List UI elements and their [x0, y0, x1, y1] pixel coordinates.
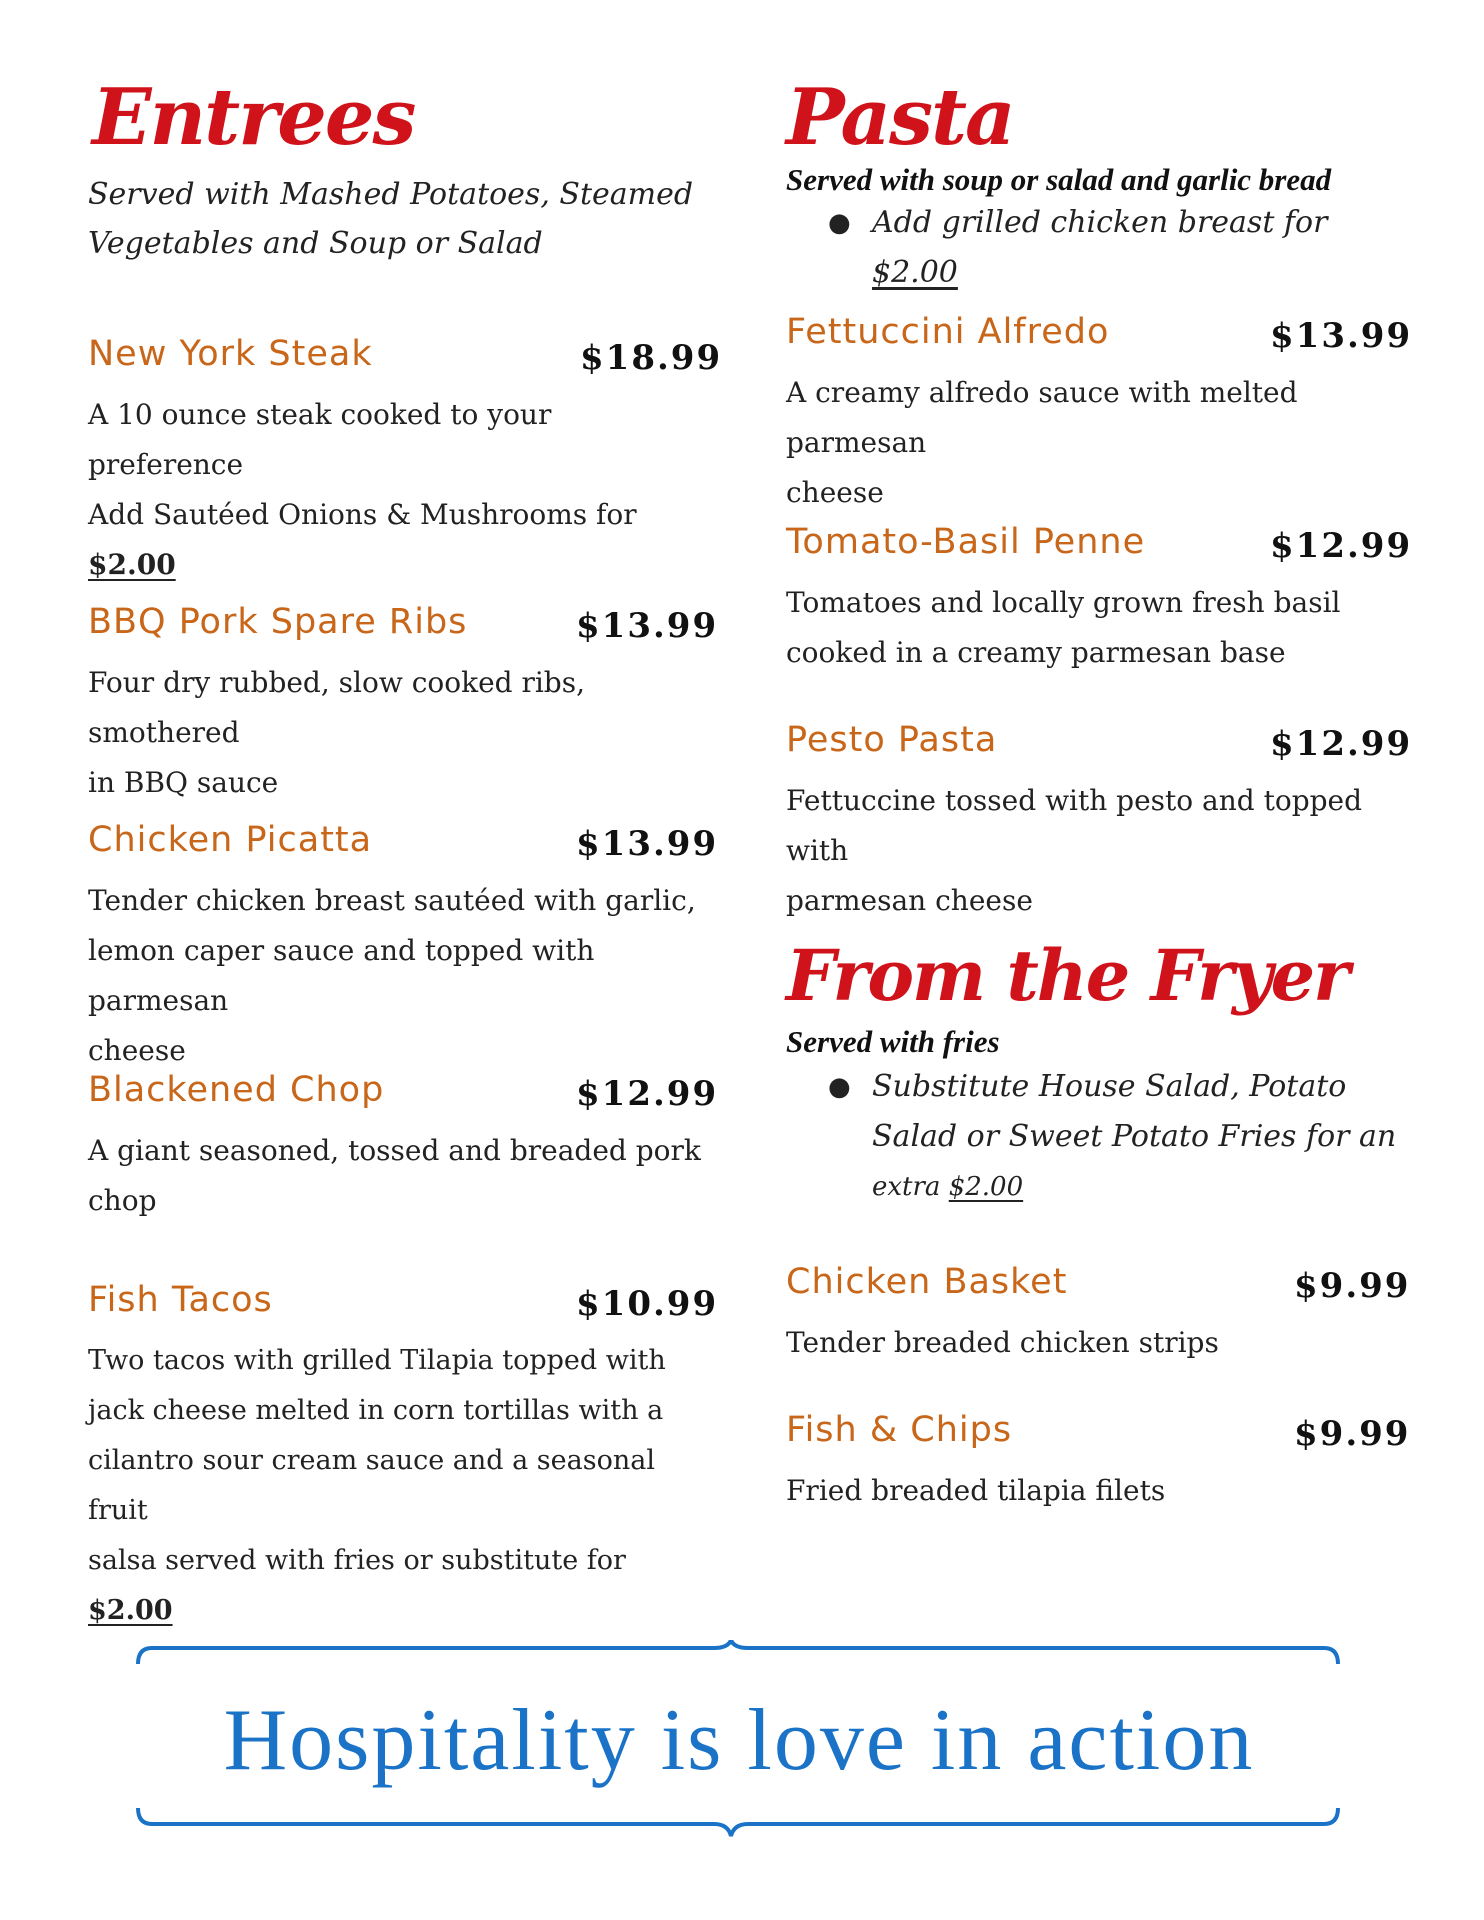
item-price: $12.99 — [576, 1074, 719, 1114]
entrees-subtitle-line-1: Served with Mashed Potatoes, Steamed — [88, 177, 694, 212]
description-line: lemon caper sauce and topped with parmesan — [88, 934, 595, 1017]
item-name: Chicken Basket — [786, 1262, 1068, 1302]
entrees-subtitle — [88, 170, 693, 268]
item-price: $10.99 — [576, 1284, 719, 1324]
item-description — [88, 1336, 708, 1636]
item-price: $9.99 — [1294, 1266, 1411, 1306]
item-name: Pesto Pasta — [786, 720, 998, 760]
description-line: salsa served with fries or substitute for — [88, 1545, 626, 1576]
description-line: jack cheese melted in corn tortillas with a — [88, 1395, 664, 1426]
bullet-text: Salad or Sweet Potato Fries for an — [872, 1119, 1397, 1154]
item-description — [88, 876, 708, 1076]
description-line: A 10 ounce steak cooked to your preference — [88, 398, 552, 481]
tagline-text: Hospitality is love in action — [223, 1692, 1255, 1789]
item-description — [786, 578, 1406, 678]
addon-price: $2.00 — [872, 255, 958, 290]
pasta-addon-bullet — [828, 198, 1406, 298]
item-name: Fish Tacos — [88, 1280, 273, 1320]
description-line: Four dry rubbed, slow cooked ribs, smothered — [88, 666, 585, 749]
item-price: $13.99 — [576, 606, 719, 646]
description-line: chop — [88, 1184, 157, 1217]
item-description — [786, 368, 1406, 518]
fryer-substitute-bullet — [828, 1062, 1397, 1212]
item-price: $12.99 — [1270, 526, 1413, 566]
item-name: BBQ Pork Spare Ribs — [88, 602, 468, 642]
top-brace — [138, 1640, 1338, 1664]
addon-price: $2.00 — [88, 1595, 173, 1626]
entrees-subtitle-line-2: Vegetables and Soup or Salad — [88, 226, 543, 261]
item-price: $13.99 — [1270, 316, 1413, 356]
description-line: Tomatoes and locally grown fresh basil — [786, 586, 1341, 619]
description-line: cheese — [786, 476, 884, 509]
description-line: Two tacos with grilled Tilapia topped with — [88, 1345, 666, 1376]
item-price: $9.99 — [1294, 1414, 1411, 1454]
description-line: cilantro sour cream sauce and a seasonal fruit — [88, 1445, 655, 1526]
item-price: $18.99 — [580, 338, 723, 378]
entrees-title: Entrees — [92, 72, 415, 163]
addon-price: $2.00 — [948, 1172, 1024, 1202]
item-name: Blackened Chop — [88, 1070, 385, 1110]
description-line: Fettuccine tossed with pesto and topped with — [786, 784, 1363, 867]
description-line: Add Sautéed Onions & Mushrooms for — [88, 498, 637, 531]
description-line: in BBQ sauce — [88, 766, 279, 799]
description-line: A giant seasoned, tossed and breaded pork — [88, 1134, 701, 1167]
item-name: New York Steak — [88, 334, 373, 374]
item-description — [786, 1466, 1406, 1516]
pasta-subtitle: Served with soup or salad and garlic bread — [786, 162, 1332, 197]
bottom-brace — [138, 1808, 1338, 1836]
item-name: Tomato-Basil Penne — [786, 522, 1146, 562]
bullet-icon: ● — [828, 208, 851, 238]
description-line: parmesan cheese — [786, 884, 1033, 917]
item-name: Fettuccini Alfredo — [786, 312, 1110, 352]
item-description — [88, 1126, 708, 1226]
description-line: cooked in a creamy parmesan base — [786, 636, 1286, 669]
item-description — [88, 390, 708, 590]
description-line: Tender breaded chicken strips — [786, 1326, 1219, 1359]
item-description — [88, 658, 708, 808]
description-line: A creamy alfredo sauce with melted parmesan — [786, 376, 1298, 459]
fryer-subtitle: Served with fries — [786, 1024, 1000, 1059]
description-line: Fried breaded tilapia filets — [786, 1474, 1166, 1507]
item-description — [786, 776, 1406, 926]
description-line: cheese — [88, 1034, 186, 1067]
item-price: $12.99 — [1270, 724, 1413, 764]
pasta-title: Pasta — [786, 72, 1014, 163]
item-name: Chicken Picatta — [88, 820, 373, 860]
bullet-text: Substitute House Salad, Potato — [872, 1069, 1347, 1104]
tagline-banner — [134, 1640, 1344, 1840]
bullet-text: Add grilled chicken breast for — [872, 205, 1328, 240]
description-line: Tender chicken breast sautéed with garlic, — [88, 884, 696, 917]
fryer-title: From the Fryer — [786, 934, 1349, 1017]
item-description — [786, 1318, 1406, 1368]
bullet-text: extra — [872, 1172, 949, 1202]
item-price: $13.99 — [576, 824, 719, 864]
item-name: Fish & Chips — [786, 1410, 1013, 1450]
addon-price: $2.00 — [88, 548, 176, 581]
bullet-icon: ● — [828, 1072, 851, 1102]
